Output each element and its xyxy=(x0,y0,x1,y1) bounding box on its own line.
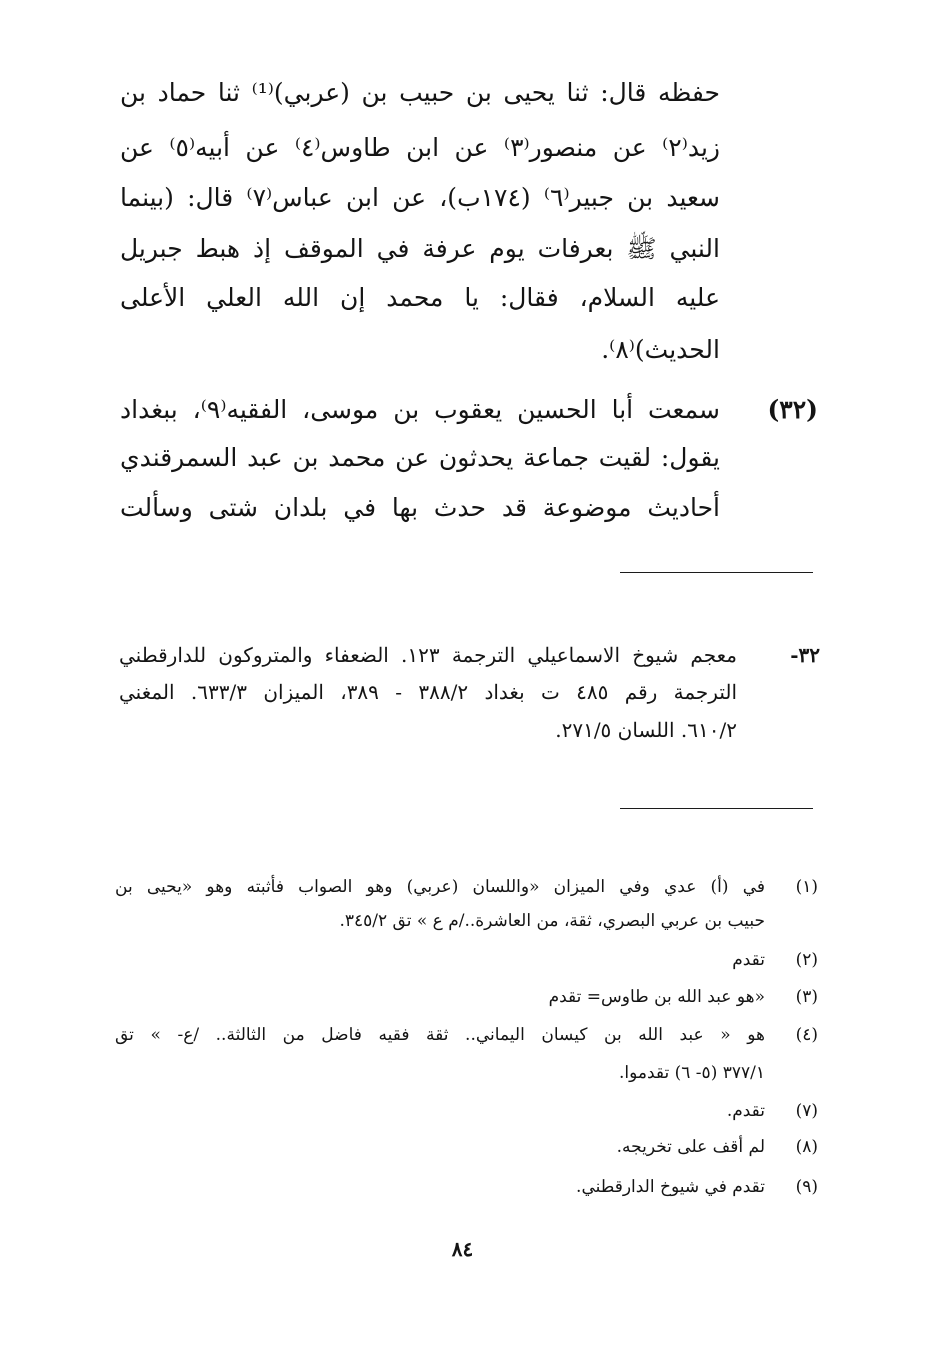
main-text-line-5: عليه السلام، فقال: يا محمد إن الله العلي الأعلى xyxy=(120,283,720,312)
footnote-line: تقدم. xyxy=(726,1101,765,1121)
main-text-line-1: حفظه قال: ثنا يحيى بن حبيب بن (عربي)⁽¹⁾ ثنا حماد بن xyxy=(120,78,720,107)
biography-line-2: الترجمة رقم ٤٨٥ ت بغداد ٣٨٨/٢ - ٣٨٩، الميزان ٦٣٣/٣. المغني xyxy=(119,680,738,704)
footnote-line: لم أقف على تخريجه. xyxy=(616,1137,765,1157)
footnote-number: (٣) xyxy=(795,987,818,1007)
entry-text-line-3: أحاديث موضوعة قد حدث بها في بلدان شتى وسألت xyxy=(120,493,720,522)
footnote-line: في (أ) عدي وفي الميزان «واللسان (عربي) وهو الصواب فأثبته وهو «يحيى بن xyxy=(115,877,765,897)
biography-line-3: ٦١٠/٢. اللسان ٢٧١/٥. xyxy=(555,718,737,742)
entry-text-line-2: يقول: لقيت جماعة يحدثون عن محمد بن عبد السمرقندي xyxy=(120,443,720,472)
footnote-line: حبيب بن عربي البصري، ثقة، من العاشرة../م ع » تق ٣٤٥/٢. xyxy=(339,911,765,931)
footnote-line: هو « عبد الله بن كيسان اليماني.. ثقة فقيه فاضل من الثالثة.. /ع- » تق xyxy=(115,1025,765,1045)
footnote-number: (١) xyxy=(795,877,818,897)
footnote-divider xyxy=(620,808,813,809)
entry-number: (٣٢) xyxy=(767,395,818,424)
footnote-line: تقدم في شيوخ الدارقطني. xyxy=(576,1177,765,1197)
biography-number: ٣٢- xyxy=(790,643,820,667)
footnote-line: تقدم xyxy=(732,950,765,970)
main-text-line-4: النبي ﷺ بعرفات يوم عرفة في الموقف إذ هبط جبريل xyxy=(120,234,720,263)
entry-text-line-1: سمعت أبا الحسين يعقوب بن موسى، الفقيه⁽٩⁾، ببغداد xyxy=(120,395,721,424)
page-number: ٨٤ xyxy=(451,1237,474,1261)
footnote-line: ٣٧٧/١ (٥- ٦) تقدموا. xyxy=(618,1063,765,1083)
footnote-number: (٨) xyxy=(795,1137,818,1157)
main-text-line-2: زيد⁽٢⁾ عن منصور⁽٣⁾ عن ابن طاوس⁽٤⁾ عن أبيه⁽٥⁾ عن xyxy=(120,133,720,162)
footnote-number: (٤) xyxy=(795,1025,818,1045)
footnote-line: «هو عبد الله بن طاوس= تقدم xyxy=(548,987,765,1007)
biography-line-1: معجم شيوخ الاسماعيلي الترجمة ١٢٣. الضعفاء والمتروكون للدارقطني xyxy=(119,643,737,667)
main-text-line-3: سعيد بن جبير⁽٦⁾ (١٧٤ب)، عن ابن عباس⁽٧⁾ قال: (بينما xyxy=(120,183,720,212)
main-text-line-6: الحديث)⁽٨⁾. xyxy=(601,335,720,364)
footnote-number: (٩) xyxy=(795,1177,818,1197)
footnote-number: (٢) xyxy=(795,950,818,970)
footnote-number: (٧) xyxy=(795,1101,818,1121)
divider-rule xyxy=(620,572,813,573)
